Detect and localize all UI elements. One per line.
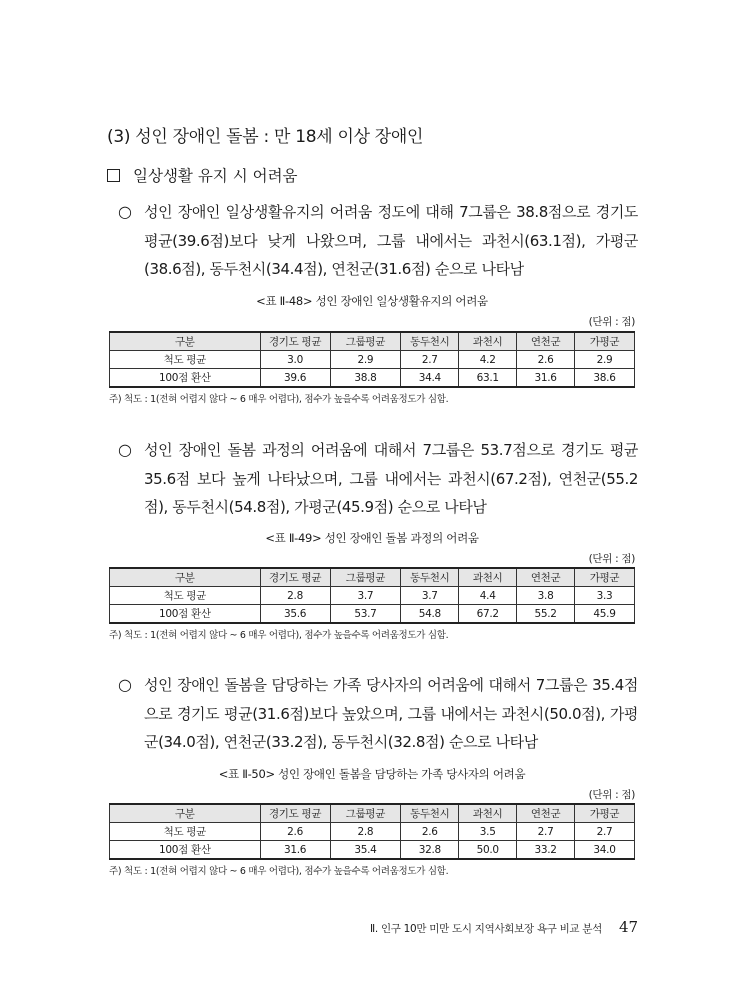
table-note: 주) 척도 : 1(전혀 어렵지 않다 ~ 6 매우 어렵다), 점수가 높을수록 어려움정도가 심함. (109, 866, 449, 877)
data-table (109, 567, 635, 624)
page-number: 47 (619, 918, 639, 936)
table-cell: 2.7 (517, 823, 575, 841)
table-cell: 3.5 (459, 823, 517, 841)
table-cell: 2.7 (401, 351, 459, 369)
table-cell: 54.8 (401, 605, 459, 624)
table-unit: (단위 : 점) (588, 553, 635, 565)
table-cell: 53.7 (330, 605, 401, 624)
table-caption: <표 Ⅱ-49> 성인 장애인 돌봄 과정의 어려움 (265, 531, 479, 545)
row-label-cell: 척도 평균 (110, 587, 261, 605)
header-cell: 구분 (110, 332, 261, 351)
header-cell: 과천시 (459, 332, 517, 351)
header-cell: 연천군 (517, 804, 575, 823)
table-cell: 2.7 (575, 823, 635, 841)
paragraph-3 (118, 671, 638, 757)
table-unit: (단위 : 점) (588, 316, 635, 328)
table-cell: 55.2 (517, 605, 575, 624)
table-cell: 3.8 (517, 587, 575, 605)
table-caption: <표 Ⅱ-48> 성인 장애인 일상생활유지의 어려움 (256, 294, 488, 308)
table-cell: 2.9 (575, 351, 635, 369)
table-row (110, 841, 635, 860)
row-label-cell: 100점 환산 (110, 605, 261, 624)
table-caption: <표 Ⅱ-50> 성인 장애인 돌봄을 담당하는 가족 당사자의 어려움 (218, 767, 526, 781)
header-cell: 동두천시 (401, 568, 459, 587)
table-cell: 4.4 (459, 587, 517, 605)
table-cell: 34.4 (401, 369, 459, 388)
table-row (110, 587, 635, 605)
header-cell: 경기도 평균 (260, 568, 330, 587)
data-table (109, 331, 635, 388)
table-cell: 31.6 (517, 369, 575, 388)
table-cell: 2.8 (330, 823, 401, 841)
table-cell: 2.8 (260, 587, 330, 605)
header-cell: 그룹평균 (330, 568, 401, 587)
table-cell: 3.7 (401, 587, 459, 605)
table-cell: 3.0 (260, 351, 330, 369)
table-header-row (110, 568, 635, 587)
data-table (109, 803, 635, 860)
table-cell: 31.6 (260, 841, 330, 860)
header-cell: 경기도 평균 (260, 332, 330, 351)
table-cell: 2.9 (330, 351, 401, 369)
table-cell: 2.6 (517, 351, 575, 369)
table-note: 주) 척도 : 1(전혀 어렵지 않다 ~ 6 매우 어렵다), 점수가 높을수록 어려움정도가 심함. (109, 394, 449, 405)
paragraph-text: 성인 장애인 일상생활유지의 어려움 정도에 대해 7그룹은 38.8점으로 경기도 평균(39.6점)보다 낮게 나왔으며, 그룹 내에서는 과천시(63.1점), 가평군(38.6점), 동두천시(34.4점), 연천군(31.6점) 순으로 나타남 (144, 203, 638, 278)
row-label-cell: 척도 평균 (110, 351, 261, 369)
header-cell: 그룹평균 (330, 804, 401, 823)
table-cell: 63.1 (459, 369, 517, 388)
sub-heading (107, 164, 298, 186)
header-cell: 경기도 평균 (260, 804, 330, 823)
table-row (110, 605, 635, 624)
row-label-cell: 100점 환산 (110, 841, 261, 860)
table-header-row (110, 804, 635, 823)
table-row (110, 823, 635, 841)
paragraph-2 (118, 436, 638, 522)
paragraph-1 (118, 198, 638, 284)
header-cell: 구분 (110, 568, 261, 587)
table-cell: 34.0 (575, 841, 635, 860)
header-cell: 동두천시 (401, 332, 459, 351)
header-cell: 그룹평균 (330, 332, 401, 351)
circle-bullet-icon: ○ (118, 202, 132, 221)
sub-heading-label: 일상생활 유지 시 어려움 (133, 167, 298, 185)
table-cell: 32.8 (401, 841, 459, 860)
table-cell: 3.3 (575, 587, 635, 605)
header-cell: 동두천시 (401, 804, 459, 823)
header-cell: 구분 (110, 804, 261, 823)
header-cell: 연천군 (517, 332, 575, 351)
table-cell: 45.9 (575, 605, 635, 624)
table-cell: 38.6 (575, 369, 635, 388)
row-label-cell: 100점 환산 (110, 369, 261, 388)
table-cell: 39.6 (260, 369, 330, 388)
circle-bullet-icon: ○ (118, 440, 132, 459)
paragraph-text: 성인 장애인 돌봄 과정의 어려움에 대해서 7그룹은 53.7점으로 경기도 평균 35.6점 보다 높게 나타났으며, 그룹 내에서는 과천시(67.2점), 연천군(55.2점), 동두천시(54.8점), 가평군(45.9점) 순으로 나타남 (144, 441, 638, 516)
header-cell: 연천군 (517, 568, 575, 587)
section-heading: (3) 성인 장애인 돌봄 : 만 18세 이상 장애인 (107, 127, 424, 147)
running-footer: Ⅱ. 인구 10만 미만 도시 지역사회보장 욕구 비교 분석 (370, 923, 602, 935)
table-header-row (110, 332, 635, 351)
table-row (110, 351, 635, 369)
header-cell: 과천시 (459, 568, 517, 587)
table-cell: 2.6 (401, 823, 459, 841)
paragraph-text: 성인 장애인 돌봄을 담당하는 가족 당사자의 어려움에 대해서 7그룹은 35.4점으로 경기도 평균(31.6점)보다 높았으며, 그룹 내에서는 과천시(50.0점), 가평군(34.0점), 연천군(33.2점), 동두천시(32.8점) 순으로 나타남 (144, 676, 638, 751)
table-row (110, 369, 635, 388)
table-cell: 50.0 (459, 841, 517, 860)
header-cell: 가평군 (575, 568, 635, 587)
circle-bullet-icon: ○ (118, 675, 132, 694)
table-cell: 35.4 (330, 841, 401, 860)
table-cell: 3.7 (330, 587, 401, 605)
table-cell: 4.2 (459, 351, 517, 369)
table-cell: 2.6 (260, 823, 330, 841)
table-cell: 33.2 (517, 841, 575, 860)
table-unit: (단위 : 점) (588, 789, 635, 801)
table-note: 주) 척도 : 1(전혀 어렵지 않다 ~ 6 매우 어렵다), 점수가 높을수록 어려움정도가 심함. (109, 630, 449, 641)
header-cell: 과천시 (459, 804, 517, 823)
table-cell: 35.6 (260, 605, 330, 624)
square-bullet-icon (107, 169, 120, 182)
header-cell: 가평군 (575, 804, 635, 823)
table-cell: 67.2 (459, 605, 517, 624)
table-cell: 38.8 (330, 369, 401, 388)
header-cell: 가평군 (575, 332, 635, 351)
row-label-cell: 척도 평균 (110, 823, 261, 841)
